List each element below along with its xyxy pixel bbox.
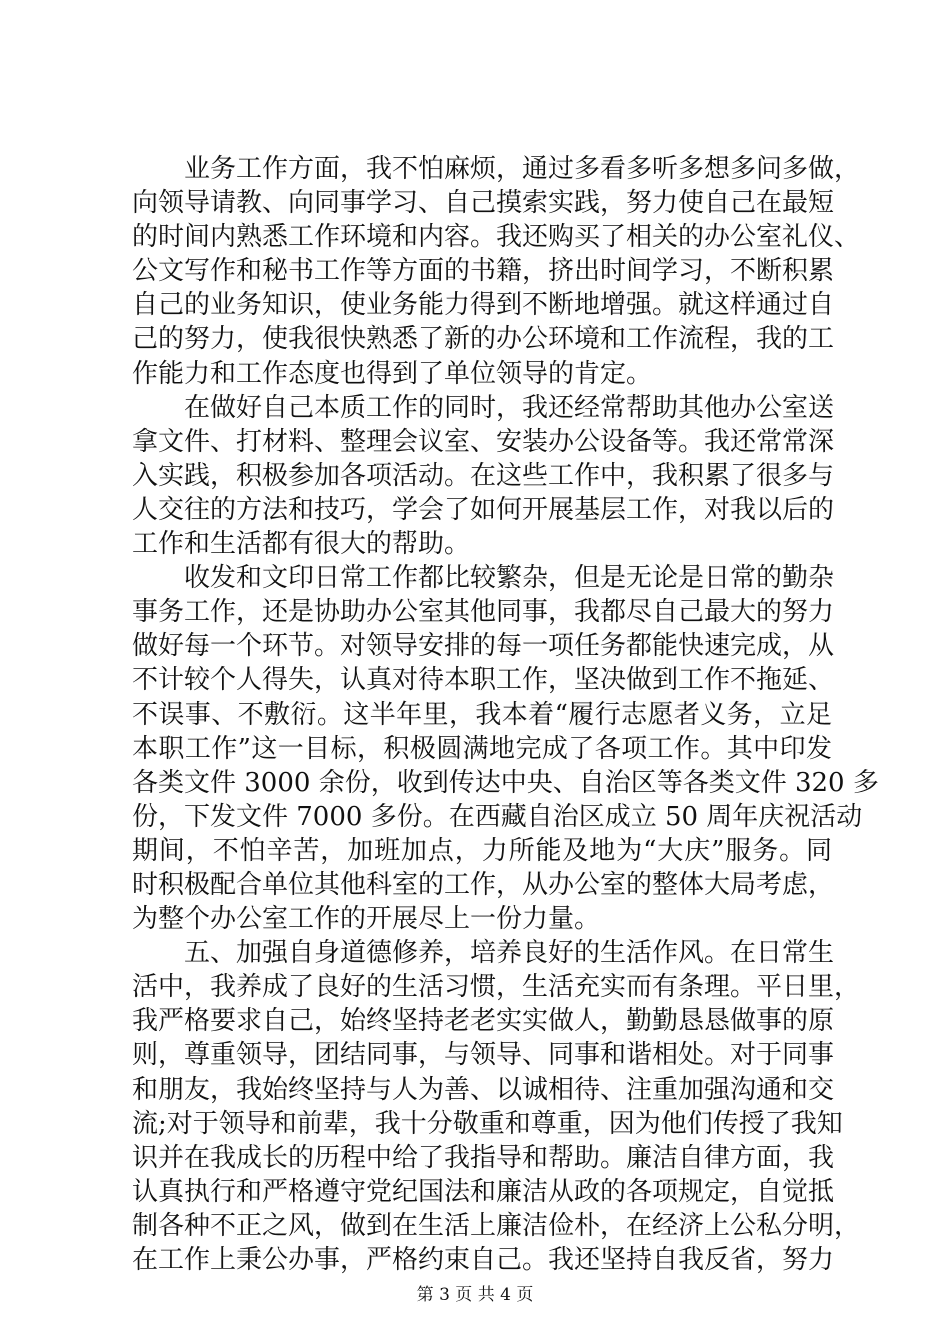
text-line: 的时间内熟悉工作环境和内容。我还购买了相关的办公室礼仪、 <box>132 222 861 253</box>
text-line: 份，下发文件 7000 多份。在西藏自治区成立 50 周年庆祝活动 <box>132 801 863 832</box>
text-line: 工作和生活都有很大的帮助。 <box>132 529 471 560</box>
text-line: 和朋友，我始终坚持与人为善、以诚相待、注重加强沟通和交 <box>132 1074 835 1105</box>
document-body <box>132 152 879 1277</box>
text-line: 作能力和工作态度也得到了单位领导的肯定。 <box>132 358 653 389</box>
text-line: 己的努力，使我很快熟悉了新的办公环境和工作流程，我的工 <box>132 324 835 355</box>
text-line: 公文写作和秘书工作等方面的书籍，挤出时间学习，不断积累 <box>132 256 835 287</box>
text-line: 向领导请教、向同事学习、自己摸索实践，努力使自己在最短 <box>132 188 835 219</box>
text-line: 入实践，积极参加各项活动。在这些工作中，我积累了很多与 <box>132 460 835 491</box>
text-line: 不计较个人得失，认真对待本职工作，坚决做到工作不拖延、 <box>132 665 835 696</box>
text-line: 收发和文印日常工作都比较繁杂，但是无论是日常的勤杂 <box>132 563 835 594</box>
text-line: 时积极配合单位其他科室的工作，从办公室的整体大局考虑， <box>132 869 835 900</box>
text-line: 识并在我成长的历程中给了我指导和帮助。廉洁自律方面，我 <box>132 1142 835 1173</box>
text-line: 做好每一个环节。对领导安排的每一项任务都能快速完成，从 <box>132 631 835 662</box>
text-line: 人交往的方法和技巧，学会了如何开展基层工作，对我以后的 <box>132 494 835 525</box>
text-line: 期间，不怕辛苦，加班加点，力所能及地为“大庆”服务。同 <box>132 835 832 866</box>
text-line: 五、加强自身道德修养，培养良好的生活作风。在日常生 <box>132 938 835 969</box>
text-line: 活中，我养成了良好的生活习惯，生活充实而有条理。平日里， <box>132 972 861 1003</box>
text-line: 各类文件 3000 余份，收到传达中央、自治区等各类文件 320 多 <box>132 767 879 798</box>
text-line: 制各种不正之风，做到在生活上廉洁俭朴，在经济上公私分明， <box>132 1210 861 1241</box>
text-line: 自己的业务知识，使业务能力得到不断地增强。就这样通过自 <box>132 290 835 321</box>
page-footer: 第 3 页 共 4 页 <box>416 1285 534 1305</box>
text-line: 为整个办公室工作的开展尽上一份力量。 <box>132 904 601 935</box>
text-line: 认真执行和严格遵守党纪国法和廉洁从政的各项规定，自觉抵 <box>132 1176 835 1207</box>
text-line: 不误事、不敷衍。这半年里，我本着“履行志愿者义务，立足 <box>132 699 832 730</box>
text-line: 在做好自己本质工作的同时，我还经常帮助其他办公室送 <box>132 392 835 423</box>
text-line: 拿文件、打材料、整理会议室、安装办公设备等。我还常常深 <box>132 426 835 457</box>
text-line: 事务工作，还是协助办公室其他同事，我都尽自己最大的努力 <box>132 597 835 628</box>
text-line: 业务工作方面，我不怕麻烦，通过多看多听多想多问多做， <box>132 154 861 184</box>
text-line: 在工作上秉公办事，严格约束自己。我还坚持自我反省，努力 <box>132 1245 835 1275</box>
text-line: 本职工作”这一目标，积极圆满地完成了各项工作。其中印发 <box>132 733 832 764</box>
text-line: 则，尊重领导，团结同事，与领导、同事和谐相处。对于同事 <box>132 1040 835 1071</box>
text-line: 流;对于领导和前辈，我十分敬重和尊重，因为他们传授了我知 <box>132 1108 843 1139</box>
text-line: 我严格要求自己，始终坚持老老实实做人，勤勤恳恳做事的原 <box>132 1006 835 1037</box>
